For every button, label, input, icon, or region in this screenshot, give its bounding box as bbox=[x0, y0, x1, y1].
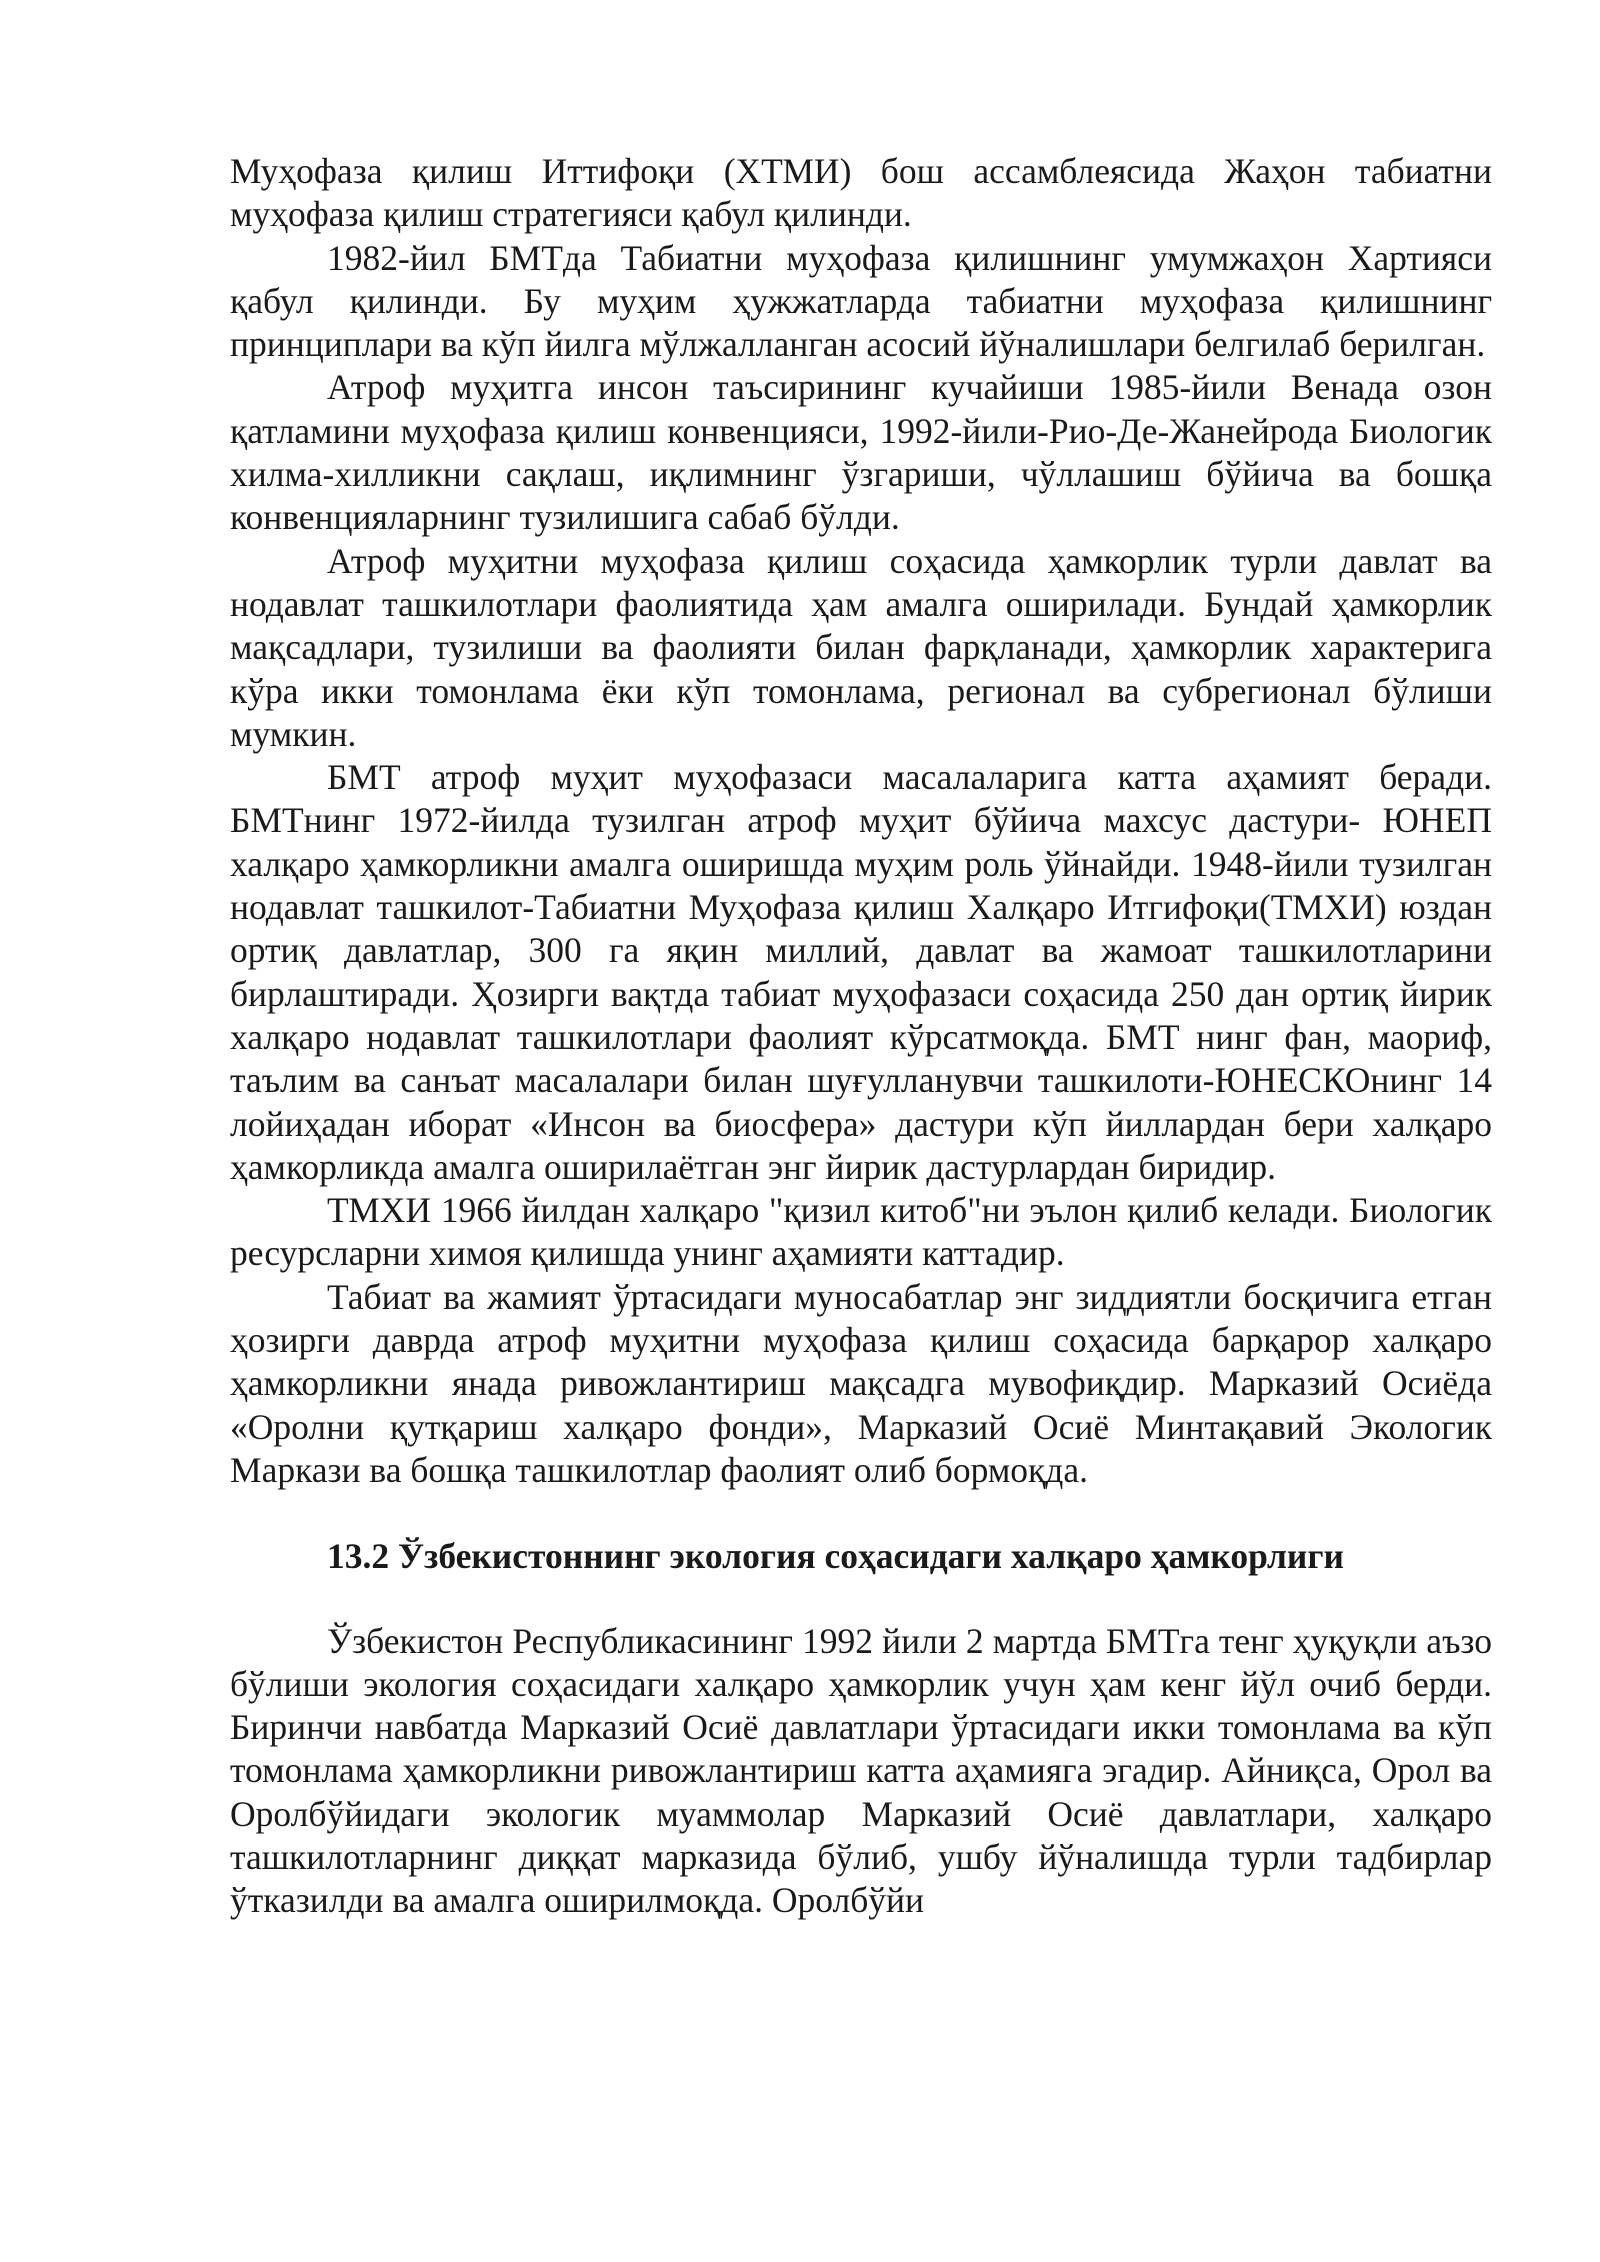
paragraph-red-book: ТМХИ 1966 йилдан халқаро "қизил китоб"ни эълон қилиб келади. Биологик ресурсларни химоя қилишда унинг аҳамияти каттадир. bbox=[230, 1190, 1492, 1274]
paragraph-cooperation-types: Атроф муҳитни муҳофаза қилиш соҳасида ҳамкорлик турли давлат ва нодавлат ташкилотлари фаолиятида ҳам амалга оширилади. Бундай ҳамкорлик мақсадлари, тузилиши ва фаолияти билан фарқланади, ҳамкорлик характерига кўра икки томонлама ёки кўп томонлама, регионал ва субрегионал бўлиши мумкин. bbox=[230, 540, 1492, 754]
paragraph-continuation: Муҳофаза қилиш Иттифоқи (ХТМИ) бош ассамблеясида Жаҳон табиатни муҳофаза қилиш стратегияси қабул қилинди. bbox=[230, 151, 1492, 235]
paragraph-un-programs: БМТ атроф муҳит муҳофазаси масалаларига катта аҳамият беради. БМТнинг 1972-йилда тузилган атроф муҳит бўйича махсус дастури- ЮНЕП халқаро ҳамкорликни амалга оширишда муҳим роль ўйнайди. 1948-йили тузилган нодавлат ташкилот-Табиатни Муҳофаза қилиш Халқаро Итгифоқи(ТМХИ) юздан ортиқ давлатлар, 300 га яқин миллий, давлат ва жамоат ташкилотларини бирлаштиради. Ҳозирги вақтда табиат муҳофазаси соҳасида 250 дан ортиқ йирик халқаро нодавлат ташкилотлари фаолият кўрсатмоқда. БМТ нинг фан, маориф, таълим ва санъат масалалари билан шуғулланувчи ташкилоти-ЮНЕСКОнинг 14 лойиҳадан иборат «Инсон ва биосфера» дастури кўп йиллардан бери халқаро ҳамкорликда амалга оширилаётган энг йирик дастурлардан биридир. bbox=[230, 757, 1492, 1187]
paragraph-conventions: Атроф муҳитга инсон таъсирининг кучайиши 1985-йили Венада озон қатламини муҳофаза қилиш конвенцияси, 1992-йили-Рио-Де-Жанейрода Биологик хилма-хилликни сақлаш, иқлимнинг ўзгариши, чўллашиш бўйича ва бошқа конвенцияларнинг тузилишига сабаб бўлди. bbox=[230, 367, 1492, 538]
section-heading: 13.2 Ўзбекистоннинг экология соҳасидаги халқаро ҳамкорлиги bbox=[327, 1536, 1344, 1577]
paragraph-uzbekistan-un: Ўзбекистон Республикасининг 1992 йили 2 мартда БМТга тенг ҳуқуқли аъзо бўлиши экология соҳасидаги халқаро ҳамкорлик учун ҳам кенг йўл очиб берди. Биринчи навбатда Марказий Осиё давлатлари ўртасидаги икки томонлама ва кўп томонлама ҳамкорликни ривожлантириш катта аҳамияга эгадир. Айниқса, Орол ва Оролбўйидаги экологик муаммолар Марказий Осиё давлатлари, халқаро ташкилотларнинг диққат марказида бўлиб, ушбу йўналишда турли тадбирлар ўтказилди ва амалга оширилмоқда. Оролбўйи bbox=[230, 1620, 1492, 1921]
document-page bbox=[230, 150, 1492, 1923]
paragraph-1982-charter: 1982-йил БМТда Табиатни муҳофаза қилишнинг умумжаҳон Хартияси қабул қилинди. Бу муҳим ҳужжатларда табиатни муҳофаза қилишнинг принциплари ва кўп йилга мўлжалланган асосий йўналишлари белгилаб берилган. bbox=[230, 237, 1492, 365]
paragraph-central-asia: Табиат ва жамият ўртасидаги муносабатлар энг зиддиятли босқичига етган ҳозирги даврда атроф муҳитни муҳофаза қилиш соҳасида барқарор халқаро ҳамкорликни янада ривожлантириш мақсадга мувофиқдир. Марказий Осиёда «Оролни қутқариш халқаро фонди», Марказий Осиё Минтақавий Экологик Маркази ва бошқа ташкилотлар фаолият олиб бормоқда. bbox=[230, 1276, 1492, 1490]
